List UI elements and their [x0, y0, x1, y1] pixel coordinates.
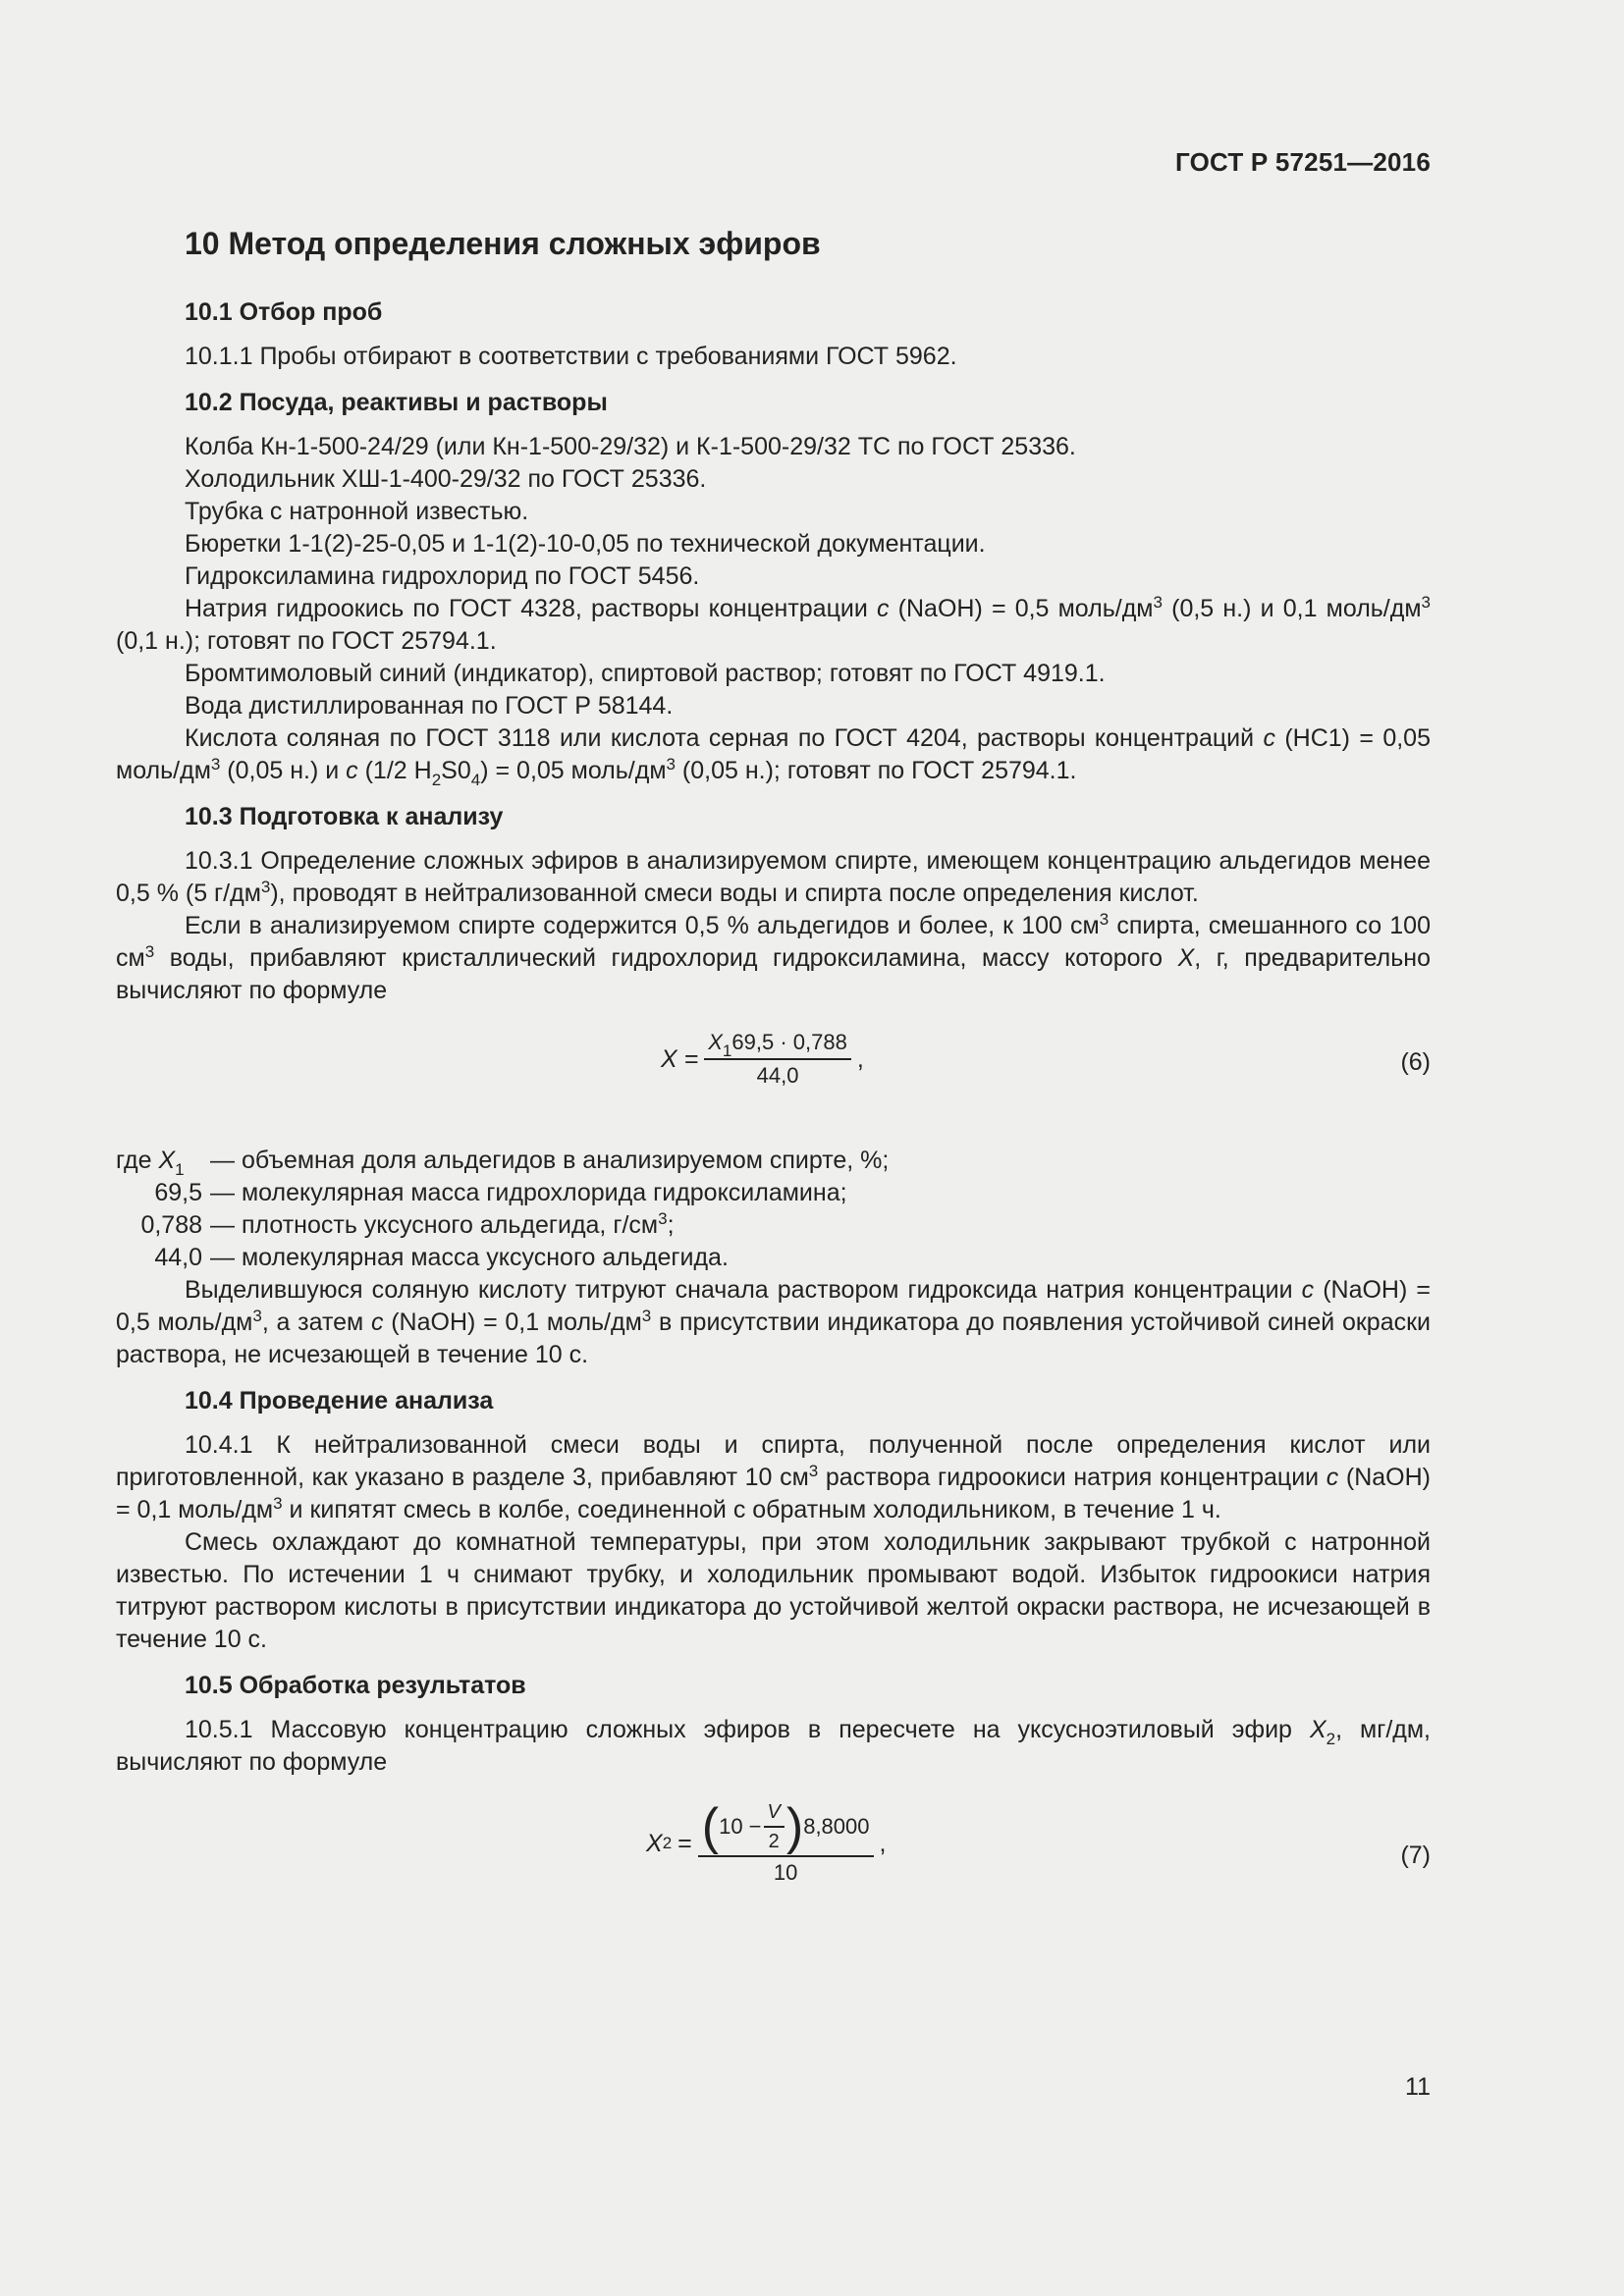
equipment-item-6: Натрия гидроокись по ГОСТ 4328, растворы концентрации c (NaOH) = 0,5 моль/$дм^3$ (0,5 н.) и 0,1 моль/$дм^3$ (0,1 н.); готовят по ГОСТ 25794.1. [116, 593, 1431, 655]
equipment-item-8: Вода дистиллированная по ГОСТ Р 58144. [185, 692, 674, 720]
paragraph-titration: Выделившуюся соляную кислоту титруют сначала раствором гидроксида натрия концентрации c (NaOH) = 0,5 моль/$дм^3$, а затем c (NaOH) = 0,1 моль/$дм^3$ в присутствии индикатора до появления устойчивой синей окраски раствора, не исчезающей в течение 10 с. [116, 1276, 1432, 1368]
section-10-1-title: 10.1 Отбор проб [185, 298, 383, 326]
equipment-item-3: Трубка с натронной известью. [185, 498, 529, 525]
paragraph-10-1-1: 10.1.1 Пробы отбирают в соответствии с требованиями ГОСТ 5962. [185, 343, 957, 370]
formula-7-fraction: ( 10 − $\frac{V}{2}$ ) 8,8000 10 [698, 1800, 874, 1887]
section-10-5-title: 10.5 Обработка результатов [185, 1672, 526, 1699]
equipment-item-7: Бромтимоловый синий (индикатор), спиртовой раствор; готовят по ГОСТ 4919.1. [185, 660, 1106, 687]
paragraph-10-4-1: 10.4.1 К нейтрализованной смеси воды и спирта, полученной после определения кислот или приготовленной, как указано в разделе 3, прибавляют 10 $см^3$ раствора гидроокиси натрия концентрации c (NaOH) = 0,1 моль/$дм^3$ и кипятят смесь в колбе, соединенной с обратным холодильником, в течение 1 ч. [116, 1431, 1431, 1523]
section-10-3-title: 10.3 Подготовка к анализу [185, 803, 504, 830]
equipment-item-1: Колба Кн-1-500-24/29 (или Кн-1-500-29/32) и К-1-500-29/32 ТС по ГОСТ 25336. [185, 433, 1076, 460]
formula-6-expression: X = $\frac{X_169,5 \cdot 0,788}{44,0}$ , [661, 1030, 864, 1088]
equipment-item-9: Кислота соляная по ГОСТ 3118 или кислота серная по ГОСТ 4204, растворы концентраций c (НС1) = 0,05 моль/$дм^3$ (0,05 н.) и c (1/2 $H_2S0_4) = 0,05$ моль/$дм^3$ (0,05 н.); готовят по ГОСТ 25794.1. [116, 724, 1431, 789]
formula-6-fraction: $\frac{X_169,5 \cdot 0,788}{44,0}$ [704, 1029, 851, 1090]
formula-6 [116, 1017, 1431, 1125]
paragraph-10-5-1: 10.5.1 Массовую концентрацию сложных эфиров в пересчете на уксусноэтиловый эфир $X_2$, мг/дм, вычисляют по формуле [116, 1716, 1431, 1776]
definition-row: 69,5 — молекулярная масса гидрохлорида гидроксиламина; [154, 1179, 847, 1206]
equipment-item-5: Гидроксиламина гидрохлорид по ГОСТ 5456. [185, 562, 700, 590]
paragraph-cooling: Смесь охлаждают до комнатной температуры, при этом холодильник закрывают трубкой с натронной известью. По истечении 1 ч снимают трубку, и холодильник промывают водой. Избыток гидроокиси натрия титруют раствором кислоты в присутствии индикатора до устойчивой желтой окраски раствора, не исчезающей в течение 10 с. [116, 1528, 1431, 1653]
formula-7-expression: X 2 = ( 10 − $\frac{V}{2}$ ) 8,8000 10 , [646, 1798, 887, 1885]
paragraph-aldehyde: Если в анализируемом спирте содержится 0,5 % альдегидов и более, к 100 $см^3$ спирта, смешанного со 100 $см^3$ воды, прибавляют кристаллический гидрохлорид гидроксиламина, массу которого X, г, предварительно вычисляют по формуле [116, 910, 1431, 1004]
definition-row: 0,788 — плотность уксусного альдегида, $г/см^3$; [140, 1209, 675, 1239]
document-header: ГОСТ Р 57251—2016 [1175, 147, 1431, 177]
paragraph-10-3-1: 10.3.1 Определение сложных эфиров в анализируемом спирте, имеющем концентрацию альдегидов менее 0,5 % (5 $г/дм^3$), проводят в нейтрализованной смеси воды и спирта после определения кислот. [116, 847, 1431, 907]
formula-7 [116, 1796, 1431, 1914]
section-10-4-title: 10.4 Проведение анализа [185, 1387, 494, 1415]
section-10-title: 10 Метод определения сложных эфиров [185, 226, 821, 261]
formula-7-number: (7) [1400, 1842, 1431, 1869]
definition-row: где $X_1$ — объемная доля альдегидов в анализируемом спирте, %; [116, 1147, 890, 1179]
definition-row: 44,0 — молекулярная масса уксусного альдегида. [154, 1244, 729, 1271]
formula-6-number: (6) [1400, 1048, 1431, 1076]
equipment-item-2: Холодильник ХШ-1-400-29/32 по ГОСТ 25336. [185, 465, 707, 493]
document-body [116, 224, 1431, 1934]
section-10-2-title: 10.2 Посуда, реактивы и растворы [185, 389, 608, 416]
equipment-item-4: Бюретки 1-1(2)-25-0,05 и 1-1(2)-10-0,05 по технической документации. [185, 530, 986, 558]
variable-definitions [116, 1145, 1431, 1274]
page-number: 11 [1405, 2073, 1431, 2101]
